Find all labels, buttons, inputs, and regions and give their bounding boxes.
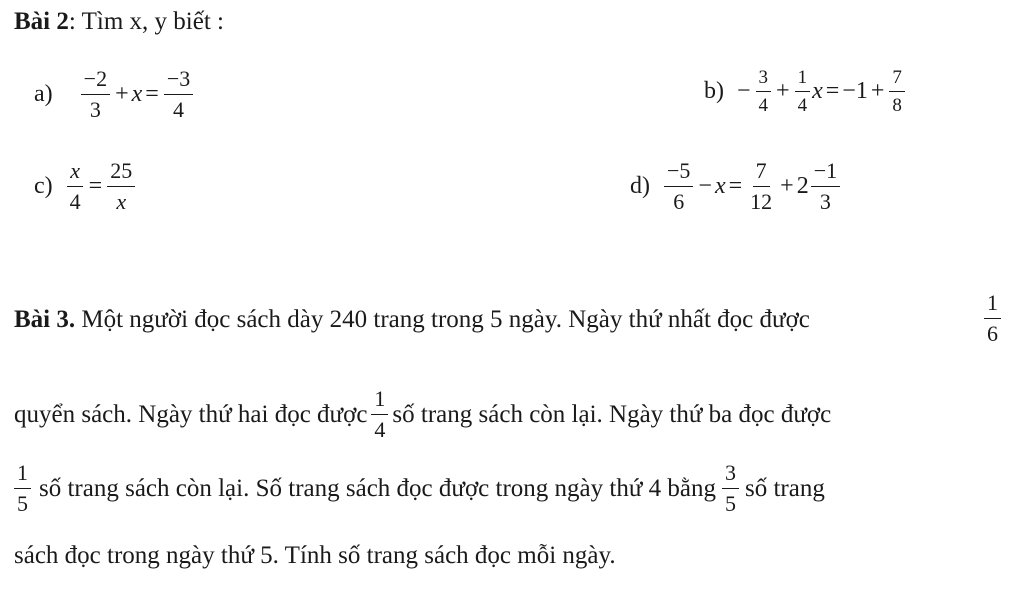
numerator: 1	[14, 462, 31, 489]
variable-x: x	[714, 173, 726, 199]
bai2-task: : Tìm x, y biết :	[68, 8, 224, 35]
numerator: 7	[753, 160, 770, 187]
numerator: −2	[81, 68, 110, 95]
bai3-text-2a: quyển sách. Ngày thứ hai đọc được	[14, 400, 368, 428]
bai3-text-1: Một người đọc sách dày 240 trang trong 5 ngày. Ngày thứ nhất đọc được	[81, 306, 810, 333]
equals-sign: =	[728, 173, 743, 199]
denominator: x	[116, 189, 127, 214]
constant: −1	[842, 78, 868, 104]
denominator: 4	[374, 417, 386, 442]
numerator: 1	[795, 68, 811, 92]
fraction-d1	[664, 160, 693, 213]
bai3-text-3b: số trang	[744, 474, 825, 502]
denominator: 4	[69, 189, 81, 214]
fraction-a1	[81, 68, 110, 121]
denominator: 3	[89, 97, 101, 122]
plus-sign: +	[780, 173, 794, 199]
bai3-frac2	[371, 388, 388, 441]
equation-d	[630, 160, 842, 213]
numerator: 25	[107, 160, 135, 187]
variable-x: x	[131, 81, 143, 107]
numerator: 3	[722, 462, 739, 489]
denominator: 5	[17, 491, 28, 516]
bai3-text-2b: số trang sách còn lại. Ngày thứ ba đọc được	[392, 400, 832, 428]
fraction-d2	[747, 160, 775, 213]
plus-sign: +	[870, 78, 885, 104]
equals-sign: =	[145, 81, 159, 107]
variable-x: x	[812, 78, 823, 104]
denominator: 6	[673, 189, 685, 214]
bai3-frac4	[722, 462, 739, 515]
numerator: 1	[984, 292, 1001, 319]
bai3-line4	[14, 542, 616, 570]
label-d: d)	[630, 173, 650, 199]
label-a: a)	[34, 81, 53, 107]
plus-sign: +	[776, 78, 790, 104]
bai2-title	[14, 8, 224, 36]
label-b: b)	[704, 78, 724, 104]
numerator: −3	[164, 68, 193, 95]
numerator: −5	[664, 160, 693, 187]
denominator: 4	[758, 95, 769, 116]
equals-sign: =	[88, 173, 103, 199]
equation-c	[34, 160, 137, 213]
fraction-c2	[107, 160, 135, 213]
denominator: 3	[819, 189, 831, 214]
bai3-line3	[14, 462, 825, 515]
fraction-b1	[756, 68, 772, 115]
numerator: 7	[889, 68, 905, 92]
minus-sign: −	[737, 78, 751, 104]
bai3-line2	[14, 388, 831, 441]
numerator: 1	[371, 388, 388, 415]
denominator: 12	[750, 189, 773, 214]
denominator: 5	[724, 491, 736, 516]
denominator: 6	[987, 321, 998, 346]
equation-b	[704, 68, 907, 115]
numerator: −1	[811, 160, 840, 187]
fraction-a2	[164, 68, 193, 121]
bai3-heading: Bài 3.	[14, 306, 76, 333]
fraction-b3	[889, 68, 905, 115]
bai3-text-4: sách đọc trong ngày thứ 5. Tính số trang sách đọc mỗi ngày.	[14, 542, 616, 569]
fraction-d3	[811, 160, 840, 213]
denominator: 8	[892, 95, 902, 116]
bai3-line1	[14, 306, 810, 334]
equation-a	[34, 68, 195, 121]
denominator: 4	[797, 95, 808, 116]
minus-sign: −	[698, 173, 712, 199]
equals-sign: =	[825, 78, 840, 104]
bai3-frac1	[982, 292, 1003, 345]
bai2-heading: Bài 2	[14, 8, 69, 35]
fraction-b2	[795, 68, 811, 115]
label-c: c)	[34, 173, 53, 199]
bai3-text-3a: số trang sách còn lại. Số trang sách đọc được trong ngày thứ 4 bằng	[39, 474, 716, 502]
numerator: x	[67, 160, 83, 187]
numerator: 3	[756, 68, 772, 92]
plus-sign: +	[115, 81, 129, 107]
whole-number: 2	[796, 173, 809, 199]
bai3-frac3	[14, 462, 31, 515]
fraction-c1	[67, 160, 84, 213]
denominator: 4	[173, 97, 185, 122]
